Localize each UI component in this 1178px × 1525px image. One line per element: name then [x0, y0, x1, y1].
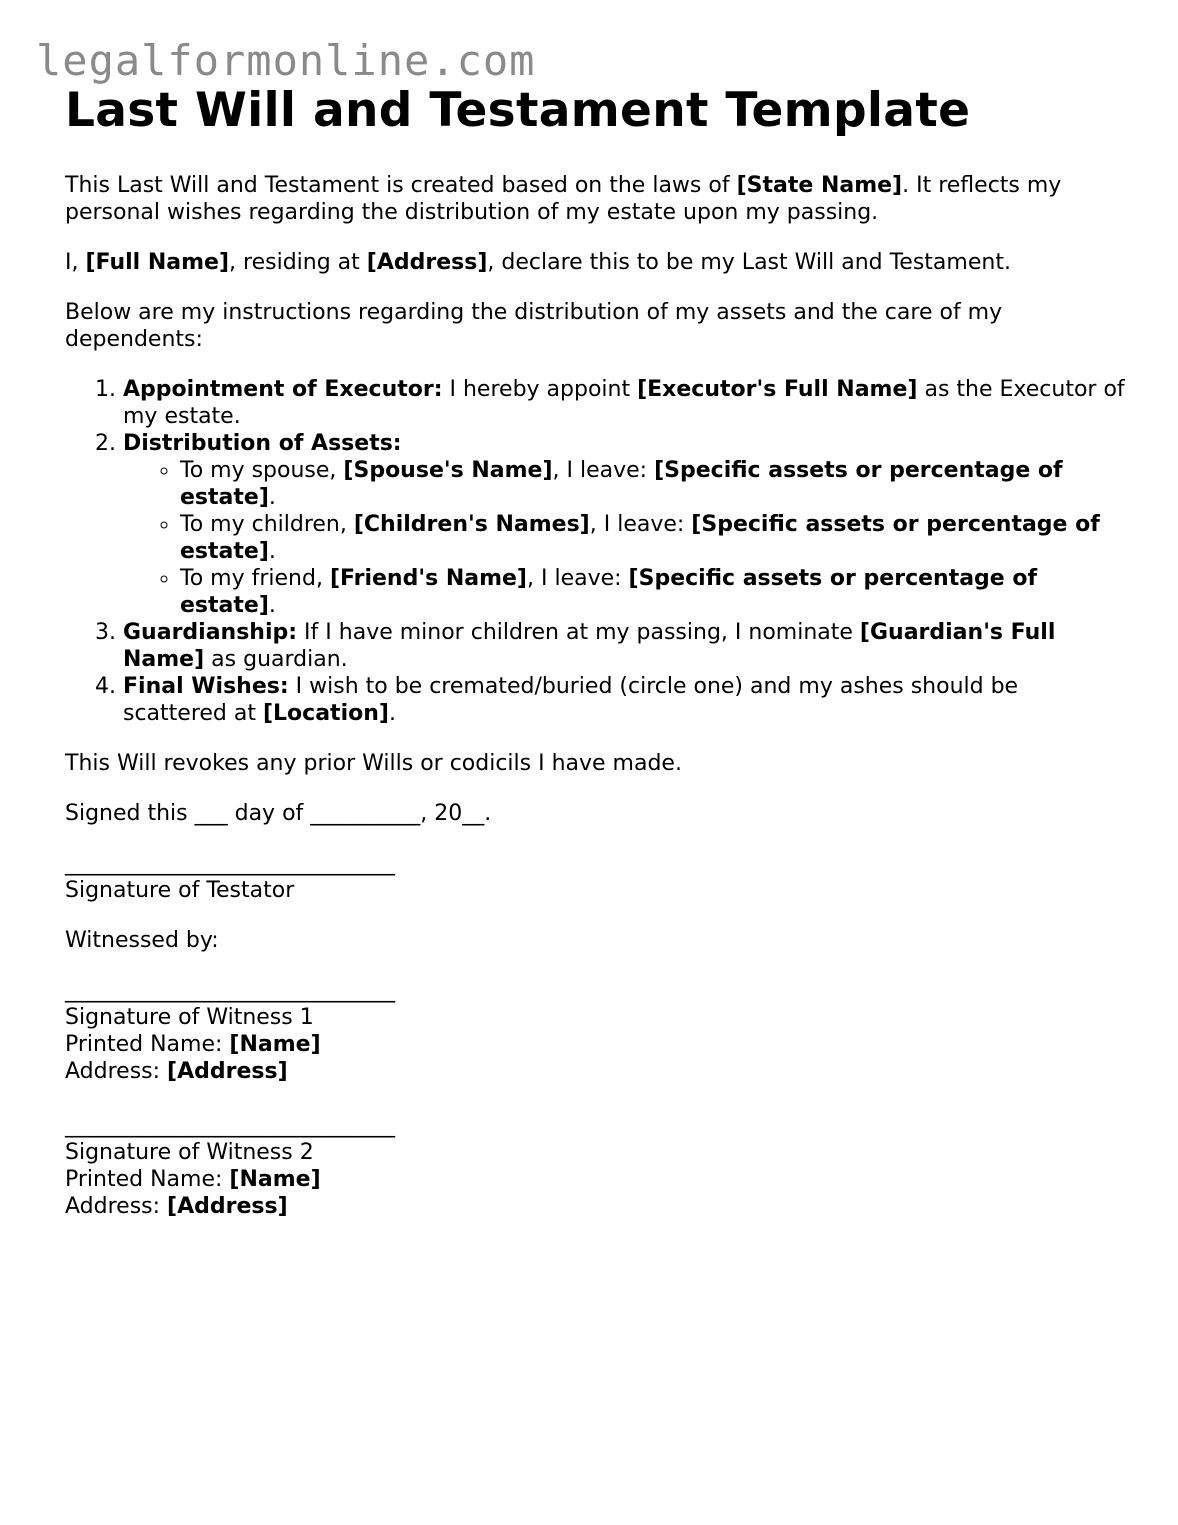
sublist-item-children [180, 511, 1125, 565]
testator-signature-block [65, 850, 1125, 904]
guardianship-text-post: as guardian. [204, 647, 348, 672]
children-text-post: . [268, 539, 276, 564]
witness1-name-placeholder: [Name] [229, 1032, 321, 1057]
signed-date-line: Signed this ___ day of __________, 20__. [65, 801, 492, 826]
executor-name-placeholder: [Executor's Full Name] [637, 377, 918, 402]
witness1-signature-line: ______________________________ [65, 978, 395, 1003]
document-body [65, 82, 1125, 1243]
witness2-name-placeholder: [Name] [229, 1167, 321, 1192]
witness2-address [65, 1193, 1125, 1220]
instructions-intro: Below are my instructions regarding the distribution of my assets and the care of my dependents: [65, 300, 1003, 352]
spouse-text-mid: , I leave: [552, 458, 655, 483]
friend-text-pre: To my friend, [180, 566, 330, 591]
children-names-placeholder: [Children's Names] [353, 512, 590, 537]
spouse-name-placeholder: [Spouse's Name] [343, 458, 553, 483]
witness2-address-label: Address: [65, 1194, 168, 1219]
executor-text-post: as the Executor of my estate. [123, 377, 1125, 429]
list-item-assets [123, 430, 1125, 619]
witnessed-by-label: Witnessed by: [65, 928, 219, 953]
list-item-final-wishes [123, 673, 1125, 727]
declaration-text-pre: I, [65, 250, 86, 275]
final-wishes-label: Final Wishes: [123, 674, 289, 699]
intro-paragraph [65, 172, 1125, 226]
watermark-logo: legalformonline.com [36, 36, 536, 85]
children-assets-placeholder: [Specific assets or percentage of estate] [180, 512, 1100, 564]
witness2-signature-label: Signature of Witness 2 [65, 1140, 314, 1165]
testator-signature-line: ______________________________ [65, 851, 395, 876]
list-item-executor [123, 376, 1125, 430]
witness1-address [65, 1058, 1125, 1085]
witness2-signature-line: ______________________________ [65, 1113, 395, 1138]
children-text-mid: , I leave: [589, 512, 692, 537]
guardianship-text-pre: If I have minor children at my passing, I nominate [297, 620, 860, 645]
declaration-text-post: , declare this to be my Last Will and Testament. [487, 250, 1011, 275]
testator-signature-label: Signature of Testator [65, 878, 295, 903]
list-item-guardianship [123, 619, 1125, 673]
witness1-address-placeholder: [Address] [167, 1059, 288, 1084]
witness2-printed-label: Printed Name: [65, 1167, 230, 1192]
spouse-assets-placeholder: [Specific assets or percentage of estate] [180, 458, 1063, 510]
witness1-block [65, 977, 1125, 1085]
witness1-printed-name [65, 1031, 1125, 1058]
friend-text-post: . [268, 593, 276, 618]
document-title: Last Will and Testament Template [65, 83, 971, 138]
friend-assets-placeholder: [Specific assets or percentage of estate] [180, 566, 1038, 618]
sublist-item-friend [180, 565, 1125, 619]
assets-sublist [123, 457, 1125, 619]
intro-text-post: . It reflects my personal wishes regarding the distribution of my estate upon my passing. [65, 173, 1062, 225]
address-placeholder: [Address] [366, 250, 488, 275]
guardian-name-placeholder: [Guardian's Full Name] [123, 620, 1056, 672]
assets-label: Distribution of Assets: [123, 431, 402, 456]
guardianship-label: Guardianship: [123, 620, 298, 645]
declaration-text-mid: , residing at [229, 250, 367, 275]
witness2-block [65, 1112, 1125, 1220]
final-wishes-text-post: . [388, 701, 396, 726]
witness2-printed-name [65, 1166, 1125, 1193]
revocation-clause: This Will revokes any prior Wills or codicils I have made. [65, 751, 682, 776]
declaration-paragraph [65, 249, 1125, 276]
spouse-text-post: . [268, 485, 276, 510]
instructions-list [65, 376, 1125, 727]
state-name-placeholder: [State Name] [736, 173, 903, 198]
executor-label: Appointment of Executor: [123, 377, 443, 402]
spouse-text-pre: To my spouse, [180, 458, 344, 483]
friend-text-mid: , I leave: [526, 566, 629, 591]
location-placeholder: [Location] [262, 701, 389, 726]
witness1-printed-label: Printed Name: [65, 1032, 230, 1057]
friend-name-placeholder: [Friend's Name] [329, 566, 527, 591]
final-wishes-text-pre: I wish to be cremated/buried (circle one) and my ashes should be scattered at [123, 674, 1019, 726]
full-name-placeholder: [Full Name] [85, 250, 230, 275]
intro-text-pre: This Last Will and Testament is created based on the laws of [65, 173, 737, 198]
sublist-item-spouse [180, 457, 1125, 511]
witness1-signature-label: Signature of Witness 1 [65, 1005, 314, 1030]
witness1-address-label: Address: [65, 1059, 168, 1084]
witness2-address-placeholder: [Address] [167, 1194, 288, 1219]
children-text-pre: To my children, [180, 512, 354, 537]
executor-text-pre: I hereby appoint [442, 377, 638, 402]
